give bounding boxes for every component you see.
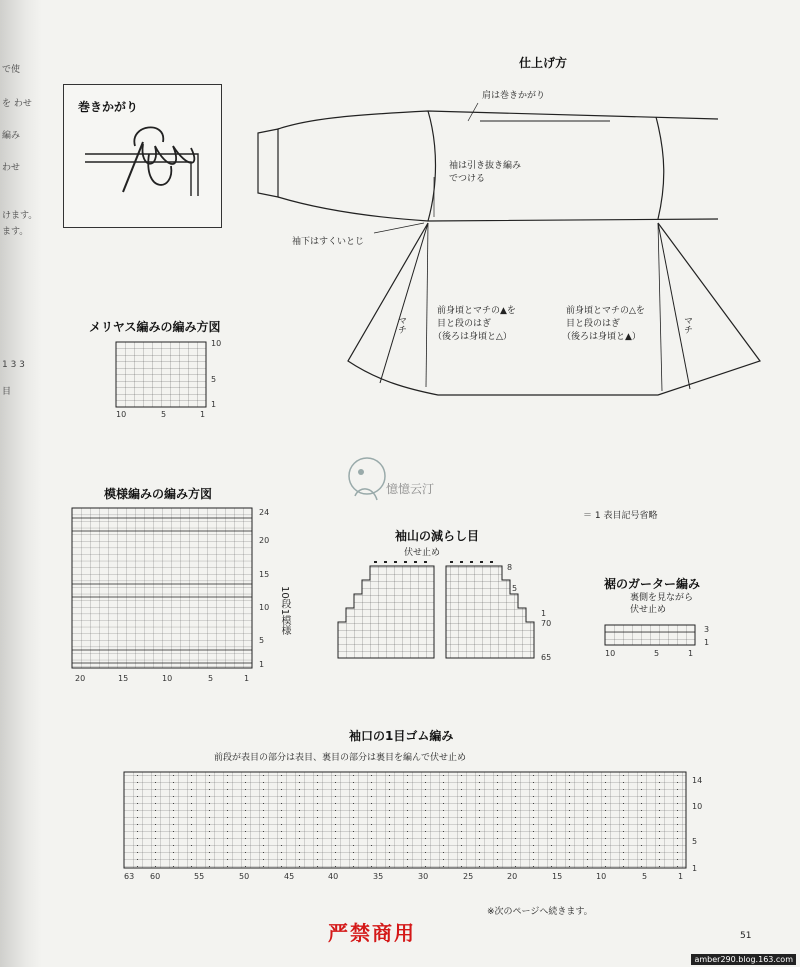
front-left-note: （後ろは身頃と△） <box>433 332 512 342</box>
row-label: 15 <box>259 570 270 579</box>
row-label: 1 <box>211 400 217 409</box>
repeat-note: 10段1模様 <box>279 586 290 636</box>
moyou-grid <box>72 508 256 672</box>
no-commercial-use-stamp: 严禁商用 <box>328 921 416 945</box>
col-label: 55 <box>194 872 205 881</box>
row-label: 1 <box>692 864 698 873</box>
row-label: 24 <box>259 508 270 517</box>
col-label: 45 <box>284 872 295 881</box>
col-label: 10 <box>116 410 127 419</box>
blog-url: amber290.blog.163.com <box>691 954 796 965</box>
col-label: 5 <box>208 674 214 683</box>
gutter-text: 編み <box>2 131 21 141</box>
gutter-text: 目 <box>2 387 12 397</box>
gutter-text: 1 3 3 <box>2 360 25 370</box>
col-label: 1 <box>200 410 206 419</box>
row-label: 5 <box>259 636 265 645</box>
col-label: 1 <box>678 872 684 881</box>
front-left-note: 目と段のはぎ <box>437 319 492 329</box>
front-right-note: （後ろは身頃と▲） <box>562 332 641 342</box>
shoulder-note: 肩は巻きかがり <box>482 91 546 101</box>
gutter-text: けます。 <box>2 211 38 221</box>
gutter-text: ます。 <box>2 227 29 237</box>
row-label: 10 <box>692 802 703 811</box>
gutter-text: わせ <box>2 163 21 173</box>
page-gutter <box>0 0 42 967</box>
front-right-note: 前身頃とマチの△を <box>566 306 645 316</box>
row-label: 20 <box>259 536 270 545</box>
gutter-text: を わせ <box>2 99 32 109</box>
col-label: 10 <box>162 674 173 683</box>
meriyasu-grid <box>116 342 208 408</box>
whip-stitch-illustration <box>63 84 221 227</box>
row-label: 1 <box>541 609 547 618</box>
col-label: 10 <box>596 872 607 881</box>
gusset-left-label: マチ <box>396 316 406 334</box>
col-label: 30 <box>418 872 429 881</box>
row-label: 14 <box>692 776 703 785</box>
maki-kagari-title: 巻きかがり <box>78 100 139 114</box>
suso-note: 伏せ止め <box>630 605 667 615</box>
col-label: 5 <box>642 872 648 881</box>
sleeve-attach-note: 袖は引き抜き編み <box>449 161 522 171</box>
continued-note: ※次のページへ続きます。 <box>487 907 593 917</box>
row-label: 70 <box>541 619 552 628</box>
col-label: 20 <box>507 872 518 881</box>
row-label: 5 <box>512 584 518 593</box>
garment-assembly-diagram <box>248 85 718 415</box>
col-label: 15 <box>118 674 129 683</box>
col-label: 60 <box>150 872 161 881</box>
sleeve-cap-chart <box>338 560 538 660</box>
gutter-text: で使 <box>2 65 21 75</box>
row-label: 10 <box>259 603 270 612</box>
row-label: 65 <box>541 653 552 662</box>
col-label: 1 <box>688 649 694 658</box>
row-label: 8 <box>507 563 513 572</box>
rib-chart <box>124 768 690 870</box>
underarm-note: 袖下はすくいとじ <box>292 237 365 247</box>
watermark-logo <box>343 450 395 512</box>
front-left-note: 前身頃とマチの▲を <box>437 306 516 316</box>
sodeyama-title: 袖山の減らし目 <box>395 529 480 543</box>
row-label: 10 <box>211 339 222 348</box>
col-label: 40 <box>328 872 339 881</box>
row-label: 1 <box>259 660 265 669</box>
sodeguchi-title: 袖口の1目ゴム編み <box>349 729 454 743</box>
col-label: 20 <box>75 674 86 683</box>
watermark-text: 憶憶云汀 <box>386 482 435 496</box>
row-label: 1 <box>704 638 710 647</box>
col-label: 5 <box>654 649 660 658</box>
row-label: 5 <box>692 837 698 846</box>
garter-chart <box>605 625 701 647</box>
col-label: 35 <box>373 872 384 881</box>
finish-title: 仕上げ方 <box>519 56 568 70</box>
bind-off-label: 伏せ止め <box>404 548 441 558</box>
col-label: 50 <box>239 872 250 881</box>
row-label: 5 <box>211 375 217 384</box>
col-label: 25 <box>463 872 474 881</box>
symbol-legend: ＝ 1 表目記号省略 <box>583 511 658 521</box>
suso-title: 裾のガーター編み <box>604 577 701 591</box>
col-label: 5 <box>161 410 167 419</box>
col-label: 10 <box>605 649 616 658</box>
gusset-right-label: マチ <box>682 316 692 334</box>
col-label: 63 <box>124 872 135 881</box>
moyou-title: 模様編みの編み方図 <box>104 487 213 501</box>
front-right-note: 目と段のはぎ <box>566 319 621 329</box>
meriyasu-title: メリヤス編みの編み方図 <box>89 320 221 334</box>
col-label: 15 <box>552 872 563 881</box>
suso-note: 裏側を見ながら <box>630 593 694 603</box>
row-label: 3 <box>704 625 710 634</box>
page-number: 51 <box>740 931 752 941</box>
sodeguchi-note: 前段が表目の部分は表目、裏目の部分は裏目を編んで伏せ止め <box>214 753 467 763</box>
col-label: 1 <box>244 674 250 683</box>
sleeve-attach-note: でつける <box>449 174 486 184</box>
